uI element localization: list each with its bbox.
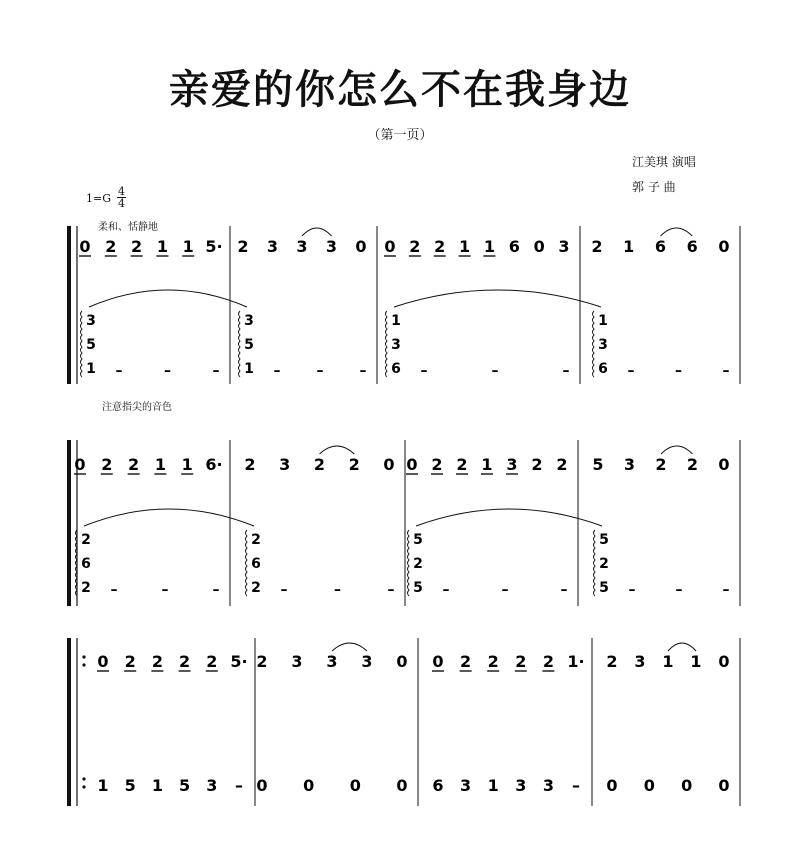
melody-note: 1: [483, 237, 495, 256]
repeat-dot: [82, 655, 85, 658]
melody-note: 2: [348, 455, 360, 474]
chord-note: 1: [391, 313, 401, 329]
chord-note: 2: [251, 532, 261, 548]
melody-note: 2: [434, 237, 446, 256]
melody-note: 5·: [205, 237, 223, 256]
accompaniment-note: 0: [718, 776, 730, 795]
sustain-dash: –: [562, 363, 570, 379]
melody-note: 3: [296, 237, 308, 256]
melody-note: 5·: [230, 652, 248, 671]
melody-note: 2: [606, 652, 618, 671]
sustain-dash: –: [491, 363, 499, 379]
accompaniment-note: 5: [179, 776, 191, 795]
repeat-dot: [82, 777, 85, 780]
melody-note: 3: [634, 652, 646, 671]
sustain-dash: –: [387, 582, 395, 598]
melody-note: 3: [326, 652, 338, 671]
melody-note: 1: [690, 652, 702, 671]
melody-note: 2: [131, 237, 143, 256]
arpeggio-line: [246, 530, 248, 596]
slur-arc: [89, 290, 247, 307]
arpeggio-line: [81, 311, 83, 377]
key-signature: 1=G: [86, 192, 112, 205]
sustain-dash: –: [110, 582, 118, 598]
accompaniment-note: 0: [396, 776, 408, 795]
sustain-dash: –: [722, 363, 730, 379]
accompaniment-note: 3: [460, 776, 472, 795]
melody-note: 0: [355, 237, 367, 256]
slur-arc: [394, 290, 601, 307]
arpeggio-line: [386, 311, 388, 377]
repeat-dot: [82, 663, 85, 666]
melody-note: 2: [515, 652, 527, 671]
sustain-dash: –: [161, 582, 169, 598]
accompaniment-note: 1: [97, 776, 109, 795]
time-signature-top: 4: [118, 185, 125, 198]
melody-note: 2: [556, 455, 568, 474]
slur-arc: [416, 509, 602, 526]
sustain-dash: –: [316, 363, 324, 379]
chord-note: 1: [86, 361, 96, 377]
tie-arc: [332, 643, 367, 651]
chord-note: 2: [599, 556, 609, 572]
melody-note: 2: [313, 455, 326, 474]
sustain-dash: –: [722, 582, 730, 598]
melody-note: 2: [655, 455, 667, 474]
arpeggio-line: [239, 311, 241, 377]
accompaniment-note: –: [572, 776, 580, 795]
chord-note: 3: [598, 337, 608, 353]
melody-note: 1: [182, 237, 194, 256]
sustain-dash: –: [442, 582, 450, 598]
melody-note: 2: [431, 455, 443, 474]
chord-note: 2: [251, 580, 261, 596]
melody-note: 0: [718, 455, 730, 474]
melody-note: 1: [181, 455, 193, 474]
tie-arc: [668, 643, 696, 651]
chord-note: 2: [81, 532, 91, 548]
sustain-dash: –: [627, 363, 635, 379]
arpeggio-line: [593, 311, 595, 377]
melody-note: 1·: [567, 652, 585, 671]
composer-credit: 郭 子 曲: [632, 180, 676, 194]
performance-note: 注意指尖的音色: [102, 402, 172, 413]
melody-note: 5: [592, 455, 604, 474]
melody-note: 2: [244, 455, 256, 474]
accompaniment-note: –: [235, 776, 243, 795]
melody-note: 2: [101, 455, 113, 474]
tie-arc: [661, 446, 693, 454]
melody-note: 2: [128, 455, 140, 474]
melody-note: 2: [460, 652, 472, 671]
melody-note: 2: [124, 652, 136, 671]
melody-note: 6: [654, 237, 667, 256]
melody-note: 1: [623, 237, 635, 256]
accompaniment-note: 3: [542, 776, 554, 795]
accompaniment-note: 1: [151, 776, 163, 795]
melody-note: 2: [487, 652, 499, 671]
accompaniment-note: 5: [124, 776, 136, 795]
chord-note: 2: [81, 580, 91, 596]
melody-note: 0: [432, 652, 444, 671]
accompaniment-note: 0: [606, 776, 618, 795]
chord-note: 6: [251, 556, 261, 572]
melody-note: 0: [97, 652, 109, 671]
accompaniment-note: 6: [432, 776, 444, 795]
sustain-dash: –: [115, 363, 123, 379]
accompaniment-note: 0: [349, 776, 361, 795]
chord-note: 6: [81, 556, 91, 572]
chord-note: 1: [598, 313, 608, 329]
sustain-dash: –: [675, 363, 682, 379]
arpeggio-line: [408, 530, 410, 596]
page-label: （第一页）: [367, 128, 433, 143]
melody-note: 1: [481, 455, 493, 474]
sustain-dash: –: [420, 363, 428, 379]
melody-note: 3: [279, 455, 291, 474]
melody-note: 2: [531, 455, 543, 474]
melody-note: 3: [506, 455, 518, 474]
melody-note: 3: [558, 237, 570, 256]
accompaniment-note: 0: [256, 776, 268, 795]
melody-note: 2: [542, 652, 554, 671]
chord-note: 2: [413, 556, 423, 572]
chord-note: 3: [86, 313, 96, 329]
melody-note: 2: [237, 237, 249, 256]
time-signature-bottom: 4: [118, 197, 125, 210]
melody-note: 2: [686, 455, 699, 474]
melody-note: 0: [74, 455, 86, 474]
chord-note: 5: [599, 532, 609, 548]
melody-note: 3: [291, 652, 303, 671]
accompaniment-note: 3: [515, 776, 527, 795]
melody-note: 2: [105, 237, 117, 256]
chord-note: 3: [244, 313, 254, 329]
song-title: 亲爱的你怎么不在我身边: [169, 67, 631, 113]
melody-note: 2: [151, 652, 163, 671]
slur-arc: [84, 509, 254, 526]
melody-note: 0: [718, 237, 730, 256]
melody-note: 2: [409, 237, 421, 256]
melody-note: 3: [623, 455, 636, 474]
melody-note: 6: [508, 237, 520, 256]
accompaniment-note: 1: [487, 776, 499, 795]
accompaniment-note: 0: [643, 776, 655, 795]
repeat-dot: [82, 785, 85, 788]
melody-note: 0: [384, 237, 396, 256]
melody-note: 6: [686, 237, 698, 256]
melody-note: 0: [406, 455, 418, 474]
chord-note: 6: [391, 361, 401, 377]
sustain-dash: –: [359, 363, 367, 379]
chord-note: 1: [244, 361, 254, 377]
melody-note: 2: [206, 652, 218, 671]
chord-note: 5: [86, 337, 96, 353]
sustain-dash: –: [273, 363, 281, 379]
chord-note: 5: [244, 337, 254, 353]
chord-note: 3: [391, 337, 401, 353]
melody-note: 1: [156, 237, 168, 256]
sustain-dash: –: [501, 582, 509, 598]
melody-note: 3: [325, 237, 338, 256]
sustain-dash: –: [628, 582, 636, 598]
melody-note: 0: [79, 237, 91, 256]
accompaniment-note: 0: [303, 776, 315, 795]
melody-note: 2: [456, 455, 468, 474]
accompaniment-note: 0: [681, 776, 693, 795]
sustain-dash: –: [280, 582, 288, 598]
arpeggio-line: [594, 530, 596, 596]
sustain-dash: –: [212, 582, 220, 598]
melody-note: 0: [718, 652, 730, 671]
chord-note: 5: [599, 580, 609, 596]
accompaniment-note: 3: [206, 776, 218, 795]
sustain-dash: –: [334, 582, 341, 598]
sustain-dash: –: [212, 363, 220, 379]
melody-note: 1: [459, 237, 471, 256]
melody-note: 2: [256, 652, 268, 671]
melody-note: 0: [383, 455, 395, 474]
melody-note: 6·: [205, 455, 223, 474]
melody-note: 1: [662, 652, 674, 671]
chord-note: 5: [413, 580, 423, 596]
sustain-dash: –: [560, 582, 568, 598]
melody-note: 0: [533, 237, 545, 256]
melody-note: 0: [396, 652, 408, 671]
tie-arc: [302, 228, 332, 236]
expression-marking: 柔和、恬静地: [98, 222, 158, 233]
melody-note: 3: [361, 652, 373, 671]
tie-arc: [320, 446, 355, 454]
chord-note: 6: [598, 361, 608, 377]
sustain-dash: –: [675, 582, 683, 598]
melody-note: 2: [179, 652, 191, 671]
melody-note: 3: [266, 237, 279, 256]
sustain-dash: –: [164, 363, 171, 379]
performer-credit: 江美琪 演唱: [632, 155, 696, 169]
chord-note: 5: [413, 532, 423, 548]
melody-note: 2: [591, 237, 603, 256]
melody-note: 1: [154, 455, 166, 474]
tie-arc: [661, 228, 693, 236]
